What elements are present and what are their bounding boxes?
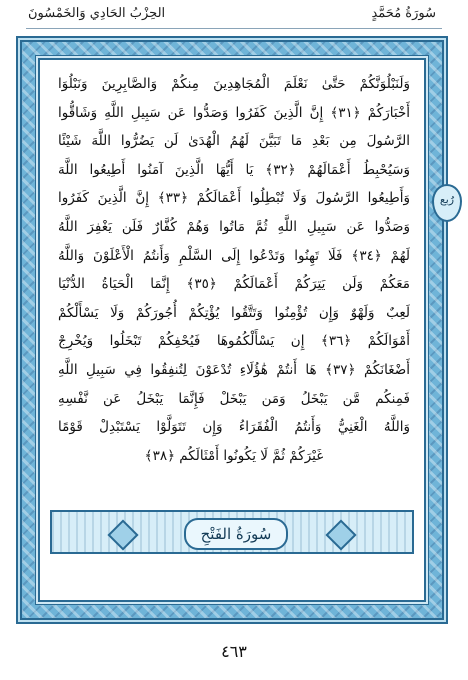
verse-line: وَصَدُّوا عَن سَبِيلِ اللَّهِ ثُمَّ مَاتُوا وَهُمْ كُفَّارٌ فَلَن يَغْفِرَ اللَّهُ	[58, 218, 410, 235]
verse-line: أَضْغَانَكُمْ ﴿٣٧﴾ هَا أَنتُمْ هَٰؤُلَاءِ تُدْعَوْنَ لِتُنفِقُوا فِي سَبِيلِ اللَّهِ	[58, 361, 410, 378]
sura-title: سُورَةُ الفَتْحِ	[184, 518, 288, 550]
ornament-icon	[325, 519, 356, 550]
rub-marker	[430, 180, 464, 226]
verse-line: وَلَنَبْلُوَنَّكُمْ حَتَّىٰ نَعْلَمَ الْمُجَاهِدِينَ مِنكُمْ وَالصَّابِرِينَ وَنَبْلُوَا	[58, 76, 410, 92]
verse-line: وَسَيُحْبِطُ أَعْمَالَهُمْ ﴿٣٢﴾ يَا أَيُّهَا الَّذِينَ آمَنُوا أَطِيعُوا اللَّهَ	[58, 161, 410, 178]
verse-line: الرَّسُولَ مِن بَعْدِ مَا تَبَيَّنَ لَهُمُ الْهُدَىٰ لَن يَضُرُّوا اللَّهَ شَيْئًا	[58, 133, 410, 150]
verse-line: أَمْوَالَكُمْ ﴿٣٦﴾ إِن يَسْأَلْكُمُوهَا فَيُحْفِكُمْ تَبْخَلُوا وَيُخْرِجْ	[58, 333, 410, 350]
verse-line: مَعَكُمْ وَلَن يَتِرَكُمْ أَعْمَالَكُمْ ﴿٣٥﴾ إِنَّمَا الْحَيَاةُ الدُّنْيَا	[58, 276, 410, 293]
rub-label: رُبع	[439, 193, 455, 206]
sura-label: سُورَةُ مُحَمَّدٍ	[371, 6, 436, 21]
juz-label: الحِزْبُ الحَادِي وَالخَمْسُونَ	[28, 6, 166, 21]
page-number: ٤٦٣	[221, 642, 247, 661]
text-panel	[38, 58, 426, 602]
running-header	[0, 4, 468, 34]
sura-title-banner	[50, 510, 414, 554]
verse-line: أَخْبَارَكُمْ ﴿٣١﴾ إِنَّ الَّذِينَ كَفَرُوا وَصَدُّوا عَن سَبِيلِ اللَّهِ وَشَاقُّوا	[58, 104, 410, 121]
verse-line: لَهُمْ ﴿٣٤﴾ فَلَا تَهِنُوا وَتَدْعُوا إِلَى السَّلْمِ وَأَنتُمُ الْأَعْلَوْنَ وَاللَّهُ	[58, 247, 410, 264]
page-ornamental-frame	[16, 36, 448, 624]
verse-line: وَاللَّهُ الْغَنِيُّ وَأَنتُمُ الْفُقَرَاءُ وَإِن تَتَوَلَّوْا يَسْتَبْدِلْ قَوْمًا	[58, 419, 410, 436]
header-rule	[26, 28, 442, 29]
verse-line: غَيْرَكُمْ ثُمَّ لَا يَكُونُوا أَمْثَالَكُم ﴿٣٨﴾	[144, 447, 324, 464]
verse-line: وَأَطِيعُوا الرَّسُولَ وَلَا تُبْطِلُوا أَعْمَالَكُمْ ﴿٣٣﴾ إِنَّ الَّذِينَ كَفَرُوا	[58, 190, 410, 207]
ornament-icon	[107, 519, 138, 550]
verse-line: فَمِنكُم مَّن يَبْخَلُ وَمَن يَبْخَلْ فَإِنَّمَا يَبْخَلُ عَن نَّفْسِهِ	[58, 390, 410, 407]
verse-lines	[58, 70, 410, 470]
verse-line: لَعِبٌ وَلَهْوٌ وَإِن تُؤْمِنُوا وَتَتَّقُوا يُؤْتِكُمْ أُجُورَكُمْ وَلَا يَسْأَلْكُمْ	[58, 304, 410, 321]
